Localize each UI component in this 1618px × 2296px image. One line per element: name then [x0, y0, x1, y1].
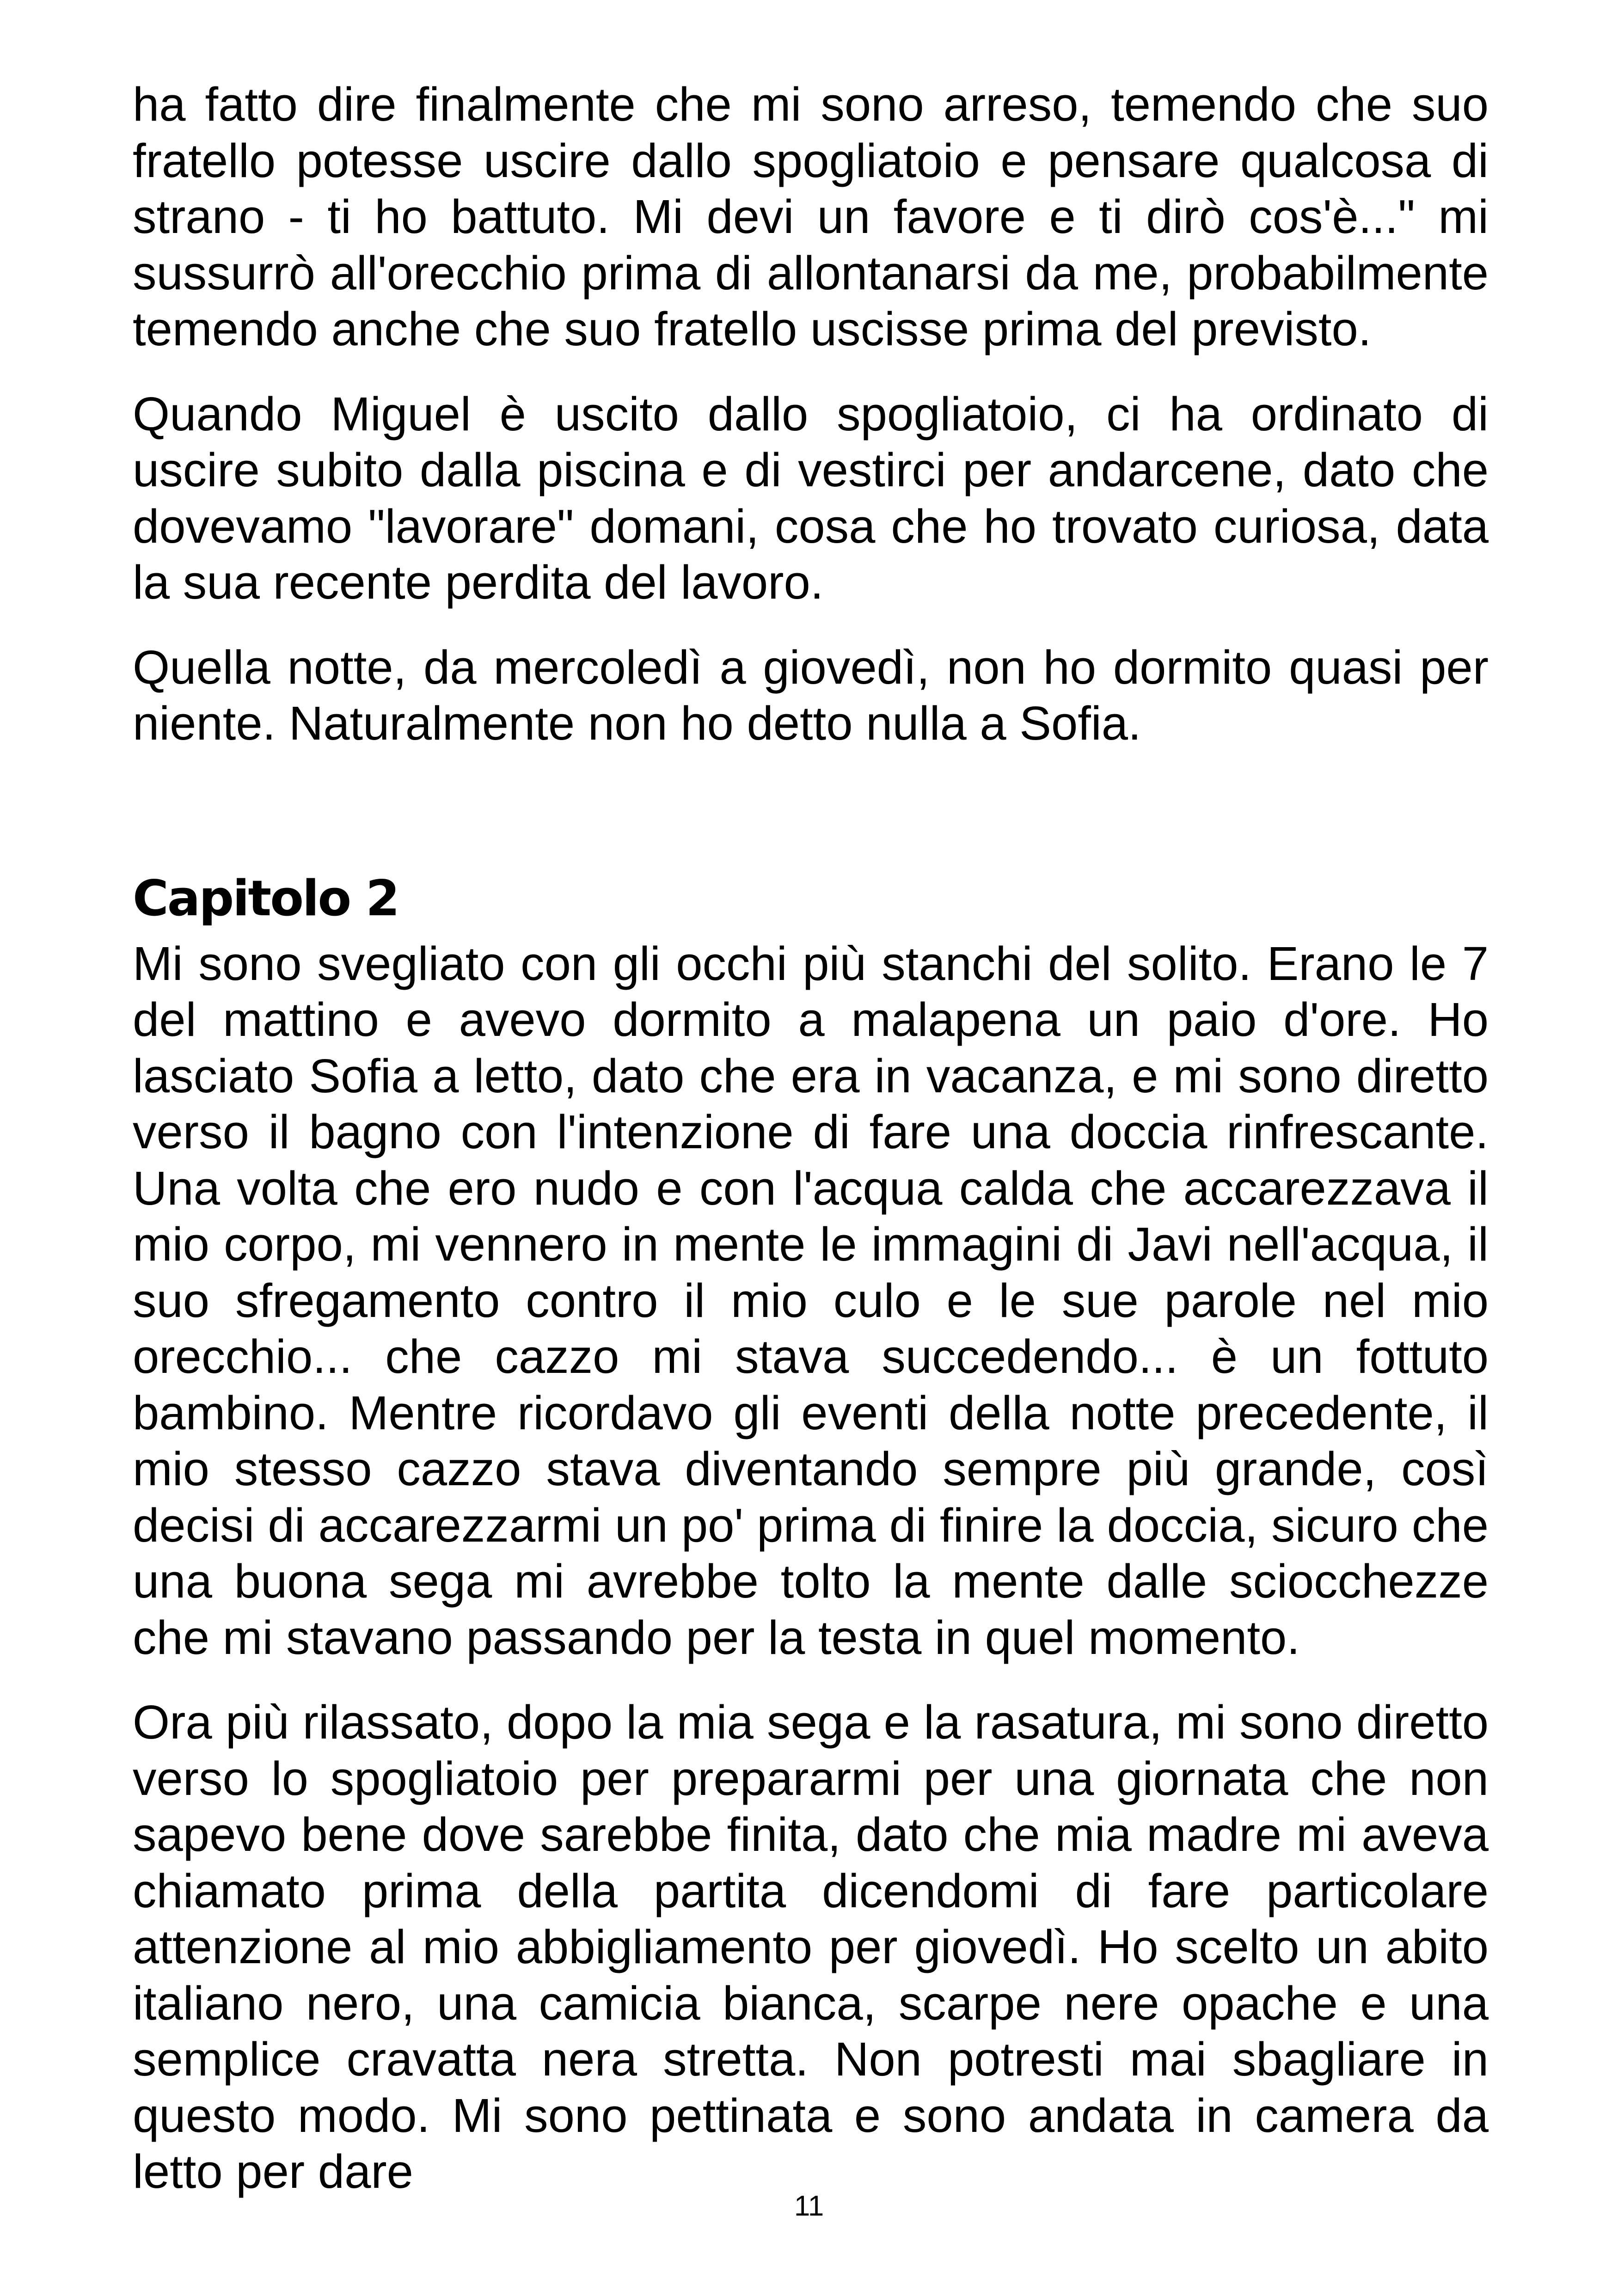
paragraph: Mi sono svegliato con gli occhi più stanchi del solito. Erano le 7 del mattino e avevo dormito a malapena un paio d'ore. Ho lasciato Sofia a letto, dato che era in vacanza, e mi sono diretto verso il bagno con l'intenzione di fare una doccia rinfrescante. Una volta che ero nudo e con l'acqua calda che accarezzava il mio corpo, mi vennero in mente le immagini di Javi nell'acqua, il suo sfregamento contro il mio culo e le sue parole nel mio orecchio... che cazzo mi stava succedendo... è un fottuto bambino. Mentre ricordavo gli eventi della notte precedente, il mio stesso cazzo stava diventando sempre più grande, così decisi di accarezzarmi un po' prima di finire la doccia, sicuro che una buona sega mi avrebbe tolto la mente dalle sciocchezze che mi stavano passando per la testa in quel momento.: [133, 937, 1489, 1664]
page-number: 11: [794, 2190, 824, 2222]
paragraph: Ora più rilassato, dopo la mia sega e la rasatura, mi sono diretto verso lo spogliatoio per prepararmi per una giornata che non sapevo bene dove sarebbe finita, dato che mia madre mi aveva chiamato prima della partita dicendomi di fare particolare attenzione al mio abbigliamento per giovedì. Ho scelto un abito italiano nero, una camicia bianca, scarpe nere opache e una semplice cravatta nera stretta. Non potresti mai sbagliare in questo modo. Mi sono pettinata e sono andata in camera da letto per dare: [133, 1696, 1489, 2198]
paragraph: Quella notte, da mercoledì a giovedì, non ho dormito quasi per niente. Naturalmente non ho detto nulla a Sofia.: [133, 640, 1489, 750]
paragraph: Quando Miguel è uscito dallo spogliatoio, ci ha ordinato di uscire subito dalla piscina e di vestirci per andarcene, dato che dovevamo "lavorare" domani, cosa che ho trovato curiosa, data la sua recente perdita del lavoro.: [133, 387, 1489, 609]
paragraph: ha fatto dire finalmente che mi sono arreso, temendo che suo fratello potesse uscire dallo spogliatoio e pensare qualcosa di strano - ti ho battuto. Mi devi un favore e ti dirò cos'è..." mi sussurrò all'orecchio prima di allontanarsi da me, probabilmente temendo anche che suo fratello uscisse prima del previsto.: [133, 78, 1489, 355]
chapter-heading: Capitolo 2: [133, 869, 398, 927]
document-page: [133, 76, 1489, 2229]
